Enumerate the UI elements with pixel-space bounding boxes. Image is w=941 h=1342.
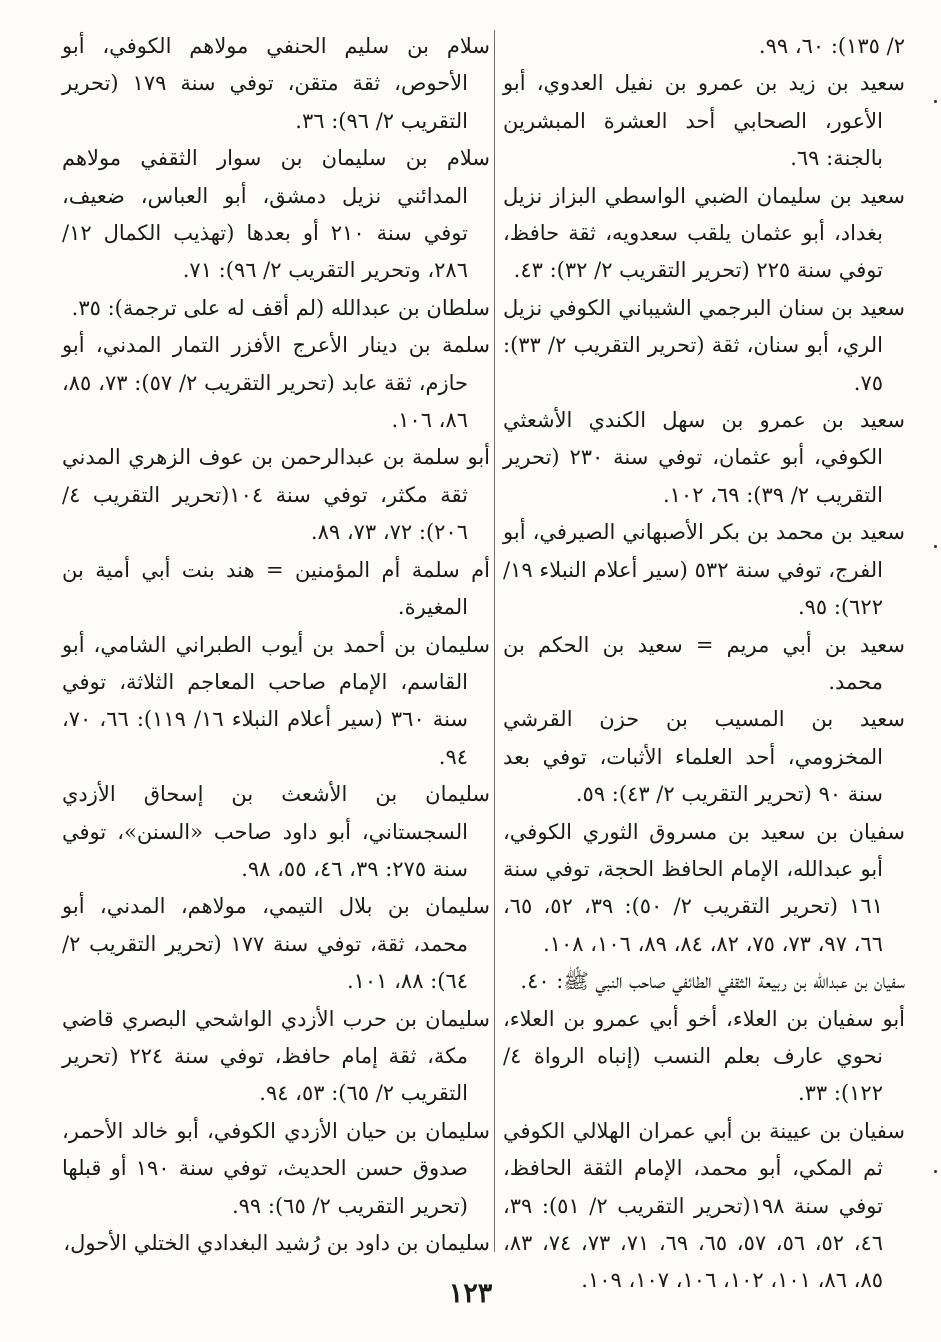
index-entry: سفيان بن عبدالله بن ربيعة الثقفي الطائفي صاحب النبي ﷺ: ٤٠.	[520, 969, 905, 994]
index-column-left	[62, 28, 490, 1262]
index-entry: سفيان بن سعيد بن مسروق الثوري الكوفي، أبو عبدالله، الإمام الحافظ الحجة، توفي سنة ١٦١ (تحرير التقريب ٢/ ٥٠): ٣٩، ٥٢، ٦٥، ٦٦، ٩٧، ٧٣، ٧٥، ٨٢، ٨٤، ٨٩، ١٠٦، ١٠٨.	[503, 819, 905, 956]
index-entry: سلمة بن دينار الأعرج الأفزر التمار المدني، أبو حازم، ثقة عابد (تحرير التقريب ٢/ ٥٧): ٧٣، ٨٥، ٨٦، ١٠٦.	[62, 333, 490, 433]
index-entry: سعيد بن زيد بن عمرو بن نفيل العدوي، أبو الأعور، الصحابي أحد العشرة المبشرين بالجنة: ٦٩.	[503, 71, 905, 171]
index-entry: سليمان بن حرب الأزدي الواشحي البصري قاضي مكة، ثقة إمام حافظ، توفي سنة ٢٢٤ (تحرير التقريب ٢/ ٦٥): ٥٣، ٩٤.	[62, 1006, 490, 1106]
index-entry: سليمان بن حيان الأزدي الكوفي، أبو خالد الأحمر، صدوق حسن الحديث، توفي سنة ١٩٠ أو قبلها (تحرير التقريب ٢/ ٦٥): ٩٩.	[62, 1118, 490, 1218]
index-entry: سلطان بن عبدالله (لم أقف له على ترجمة): ٣٥.	[71, 295, 490, 320]
margin-dot	[934, 545, 937, 548]
margin-dot	[934, 100, 937, 103]
index-entry: أبو سفيان بن العلاء، أخو أبي عمرو بن العلاء، نحوي عارف بعلم النسب (إنباه الرواة ٤/ ١٢٢): ٣٣.	[503, 1006, 905, 1106]
column-divider	[494, 30, 495, 1252]
index-entry: أبو سلمة بن عبدالرحمن بن عوف الزهري المدني ثقة مكثر، توفي سنة ١٠٤(تحرير التقريب ٤/ ٢٠٦): ٧٢، ٧٣، ٨٩.	[62, 445, 490, 545]
index-entry: سليمان بن داود بن رُشيد البغدادي الختلي الأحول،	[63, 1231, 490, 1255]
index-entry: أم سلمة أم المؤمنين = هند بنت أبي أمية بن المغيرة.	[62, 557, 490, 620]
index-entry: سلام بن سليم الحنفي مولاهم الكوفي، أبو الأحوص، ثقة متقن، توفي سنة ١٧٩ (تحرير التقريب ٢/ ٩٦): ٣٦.	[62, 34, 490, 133]
page-number: ١٢٣	[448, 1278, 493, 1309]
index-entry: سعيد بن عمرو بن سهل الكندي الأشعثي الكوفي، أبو عثمان، توفي سنة ٢٣٠ (تحرير التقريب ٢/ ٣٩): ٦٩، ١٠٢.	[503, 408, 905, 507]
index-entry: سفيان بن عيينة بن أبي عمران الهلالي الكوفي ثم المكي، أبو محمد، الإمام الثقة الحافظ، توفي سنة ١٩٨(تحرير التقريب ٢/ ٥١): ٣٩، ٤٦، ٥٢، ٥٦، ٥٧، ٦٥، ٦٩، ٧١، ٧٣، ٧٤، ٨٣، ٨٥، ٨٦، ١٠١، ١٠٢، ١٠٦، ١٠٧، ١٠٩.	[503, 1118, 905, 1293]
index-entry: سليمان بن أحمد بن أيوب الطبراني الشامي، أبو القاسم، الإمام صاحب المعاجم الثلاثة، توفي سنة ٣٦٠ (سير أعلام النبلاء ١٦/ ١١٩): ٦٦، ٧٠، ٩٤.	[62, 632, 490, 769]
index-entry: سعيد بن أبي مريم = سعيد بن الحكم بن محمد.	[503, 632, 905, 694]
index-entry: سعيد بن المسيب بن حزن القرشي المخزومي، أحد العلماء الأثبات، توفي بعد سنة ٩٠ (تحرير التقريب ٢/ ٤٣): ٥٩.	[503, 707, 905, 807]
index-entry: ٢/ ١٣٥): ٦٠، ٩٩.	[758, 34, 905, 58]
index-entry: سلام بن سليمان بن سوار الثقفي مولاهم المدائني نزيل دمشق، أبو العباس، ضعيف، توفي سنة ٢١٠ أو بعدها (تهذيب الكمال ١٢/ ٢٨٦، وتحرير التقريب ٢/ ٩٦): ٧١.	[62, 146, 490, 283]
index-entry: سعيد بن محمد بن بكر الأصبهاني الصيرفي، أبو الفرج، توفي سنة ٥٣٢ (سير أعلام النبلاء ١٩/ ٦٢٢): ٩٥.	[503, 520, 905, 620]
index-entry: سليمان بن الأشعث بن إسحاق الأزدي السجستاني، أبو داود صاحب «السنن»، توفي سنة ٢٧٥: ٣٩، ٤٦، ٥٥، ٩٨.	[62, 782, 490, 881]
index-entry: سعيد بن سنان البرجمي الشيباني الكوفي نزيل الري، أبو سنان، ثقة (تحرير التقريب ٢/ ٣٣): ٧٥.	[503, 295, 905, 395]
margin-dot	[934, 1170, 937, 1173]
index-entry: سعيد بن سليمان الضبي الواسطي البزاز نزيل بغداد، أبو عثمان يلقب سعدويه، ثقة حافظ، توفي سنة ٢٢٥ (تحرير التقريب ٢/ ٣٢): ٤٣.	[503, 183, 905, 283]
index-column-right	[503, 28, 905, 1300]
index-entry: سليمان بن بلال التيمي، مولاهم، المدني، أبو محمد، ثقة، توفي سنة ١٧٧ (تحرير التقريب ٢/ ٦٤): ٨٨، ١٠١.	[62, 894, 490, 994]
